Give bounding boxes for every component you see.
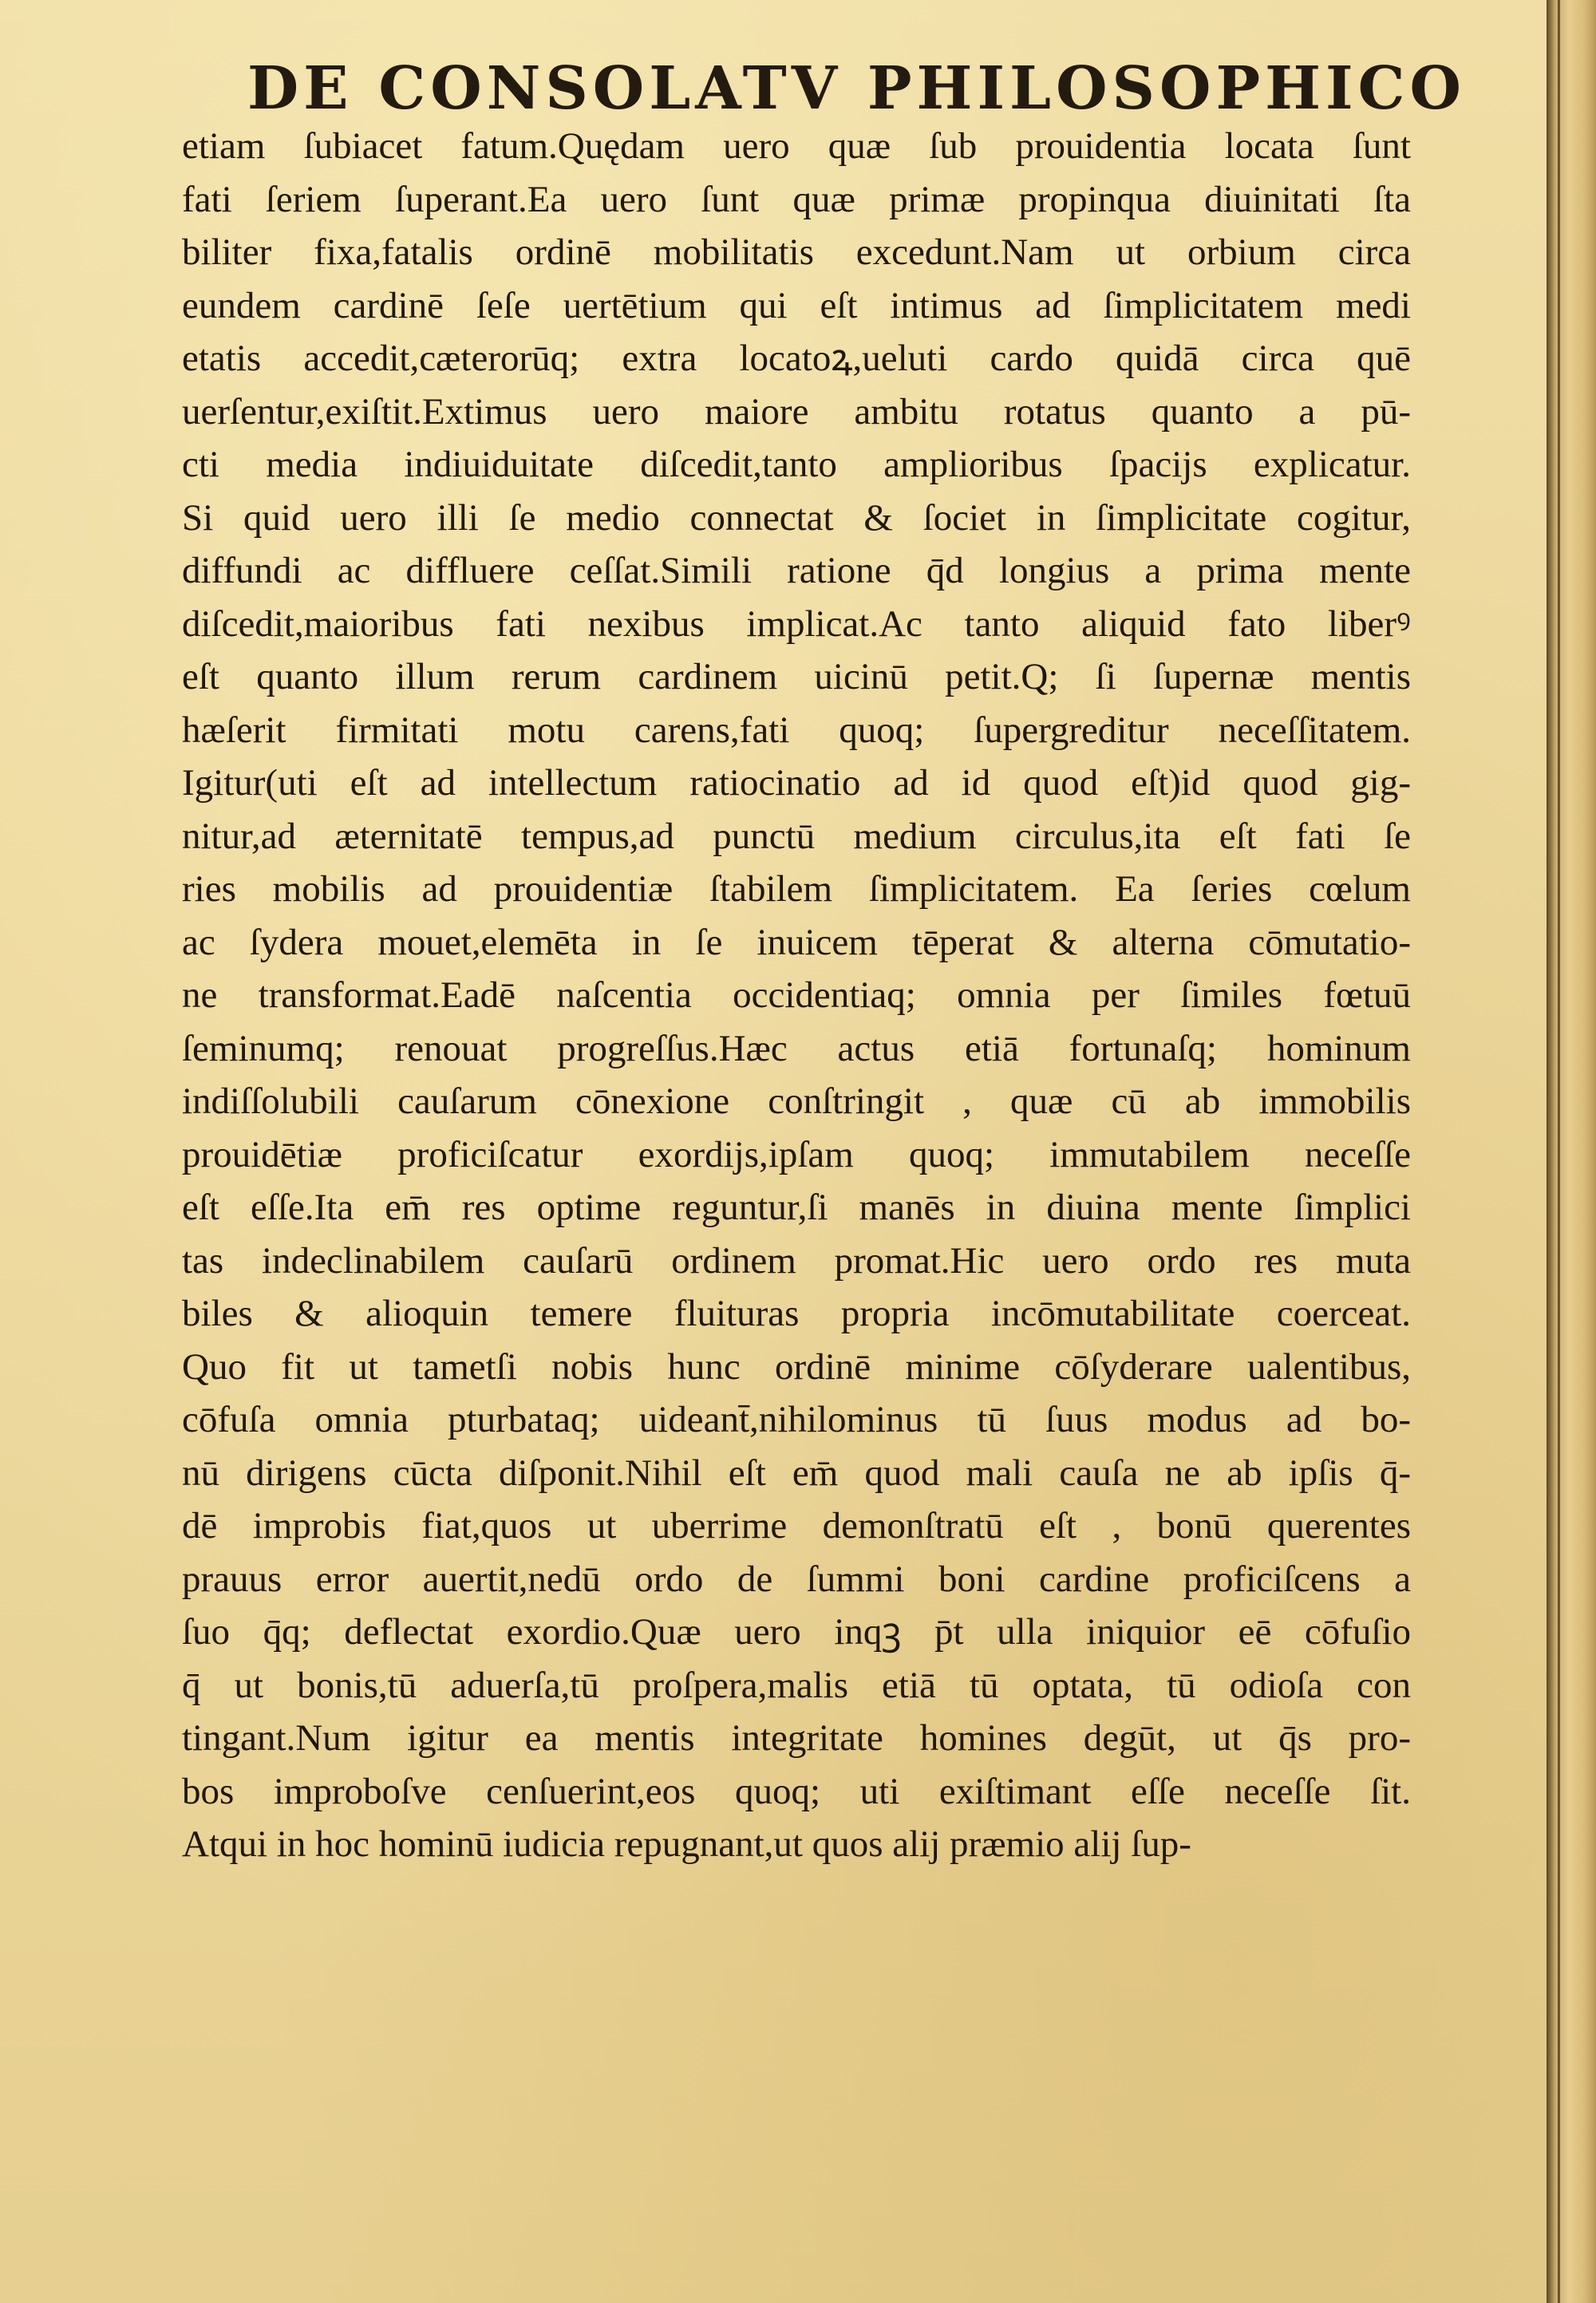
text-line: nū dirigens cūcta diſponit.Nihil eſt em̄ quod mali cauſa ne ab ipſis q̄-	[182, 1452, 1411, 1494]
text-line: eſt eſſe.Ita em̄ res optime reguntur,ſi manēs in diuina mente ſimplici	[182, 1187, 1411, 1228]
text-line: hæſerit firmitati motu carens,fati quoq; ſupergreditur neceſſitatem.	[182, 709, 1411, 751]
text-line: ſuo q̄q; deflectat exordio.Quæ uero inqꝫ p̄t ulla iniquior eē cōfuſio	[182, 1611, 1411, 1653]
text-block	[182, 120, 1411, 1871]
text-line: biles & alioquin temere fluituras propria incōmutabilitate coerceat.	[182, 1293, 1411, 1334]
text-line: prouidētiæ proficiſcatur exordijs,ipſam quoq; immutabilem neceſſe	[182, 1133, 1411, 1175]
text-line: cti media indiuiduitate diſcedit,tanto amplioribus ſpacijs explicatur.	[182, 444, 1411, 485]
text-line: Quo fit ut tametſi nobis hunc ordinē minime cōſyderare ualentibus,	[182, 1345, 1411, 1388]
page-gutter-edge	[1547, 0, 1596, 2303]
text-line: etiam ſubiacet fatum.Quędam uero quæ ſub prouidentia locata ſunt	[182, 125, 1411, 167]
running-head: DE CONSOLATV PHILOSOPHICO	[247, 54, 1466, 123]
text-line: diffundi ac diffluere ceſſat.Simili ratione q̄d longius a prima mente	[182, 550, 1411, 591]
text-line: fati ſeriem ſuperant.Ea uero ſunt quæ primæ propinqua diuinitati ſta	[182, 178, 1411, 220]
text-line: bos improboſve cenſuerint,eos quoq; uti exiſtimant eſſe neceſſe ſit.	[182, 1770, 1411, 1812]
text-line: ſeminumq; renouat progreſſus.Hæc actus etiā fortunaſq; hominum	[182, 1027, 1411, 1069]
text-line: Igitur(uti eſt ad intellectum ratiocinatio ad id quod eſt)id quod gig-	[182, 762, 1411, 804]
text-line: q̄ ut bonis,tū aduerſa,tū proſpera,malis etiā tū optata, tū odioſa con	[182, 1664, 1411, 1706]
text-line: ries mobilis ad prouidentiæ ſtabilem ſimplicitatem. Ea ſeries cœlum	[182, 868, 1411, 910]
text-line: tas indeclinabilem cauſarū ordinem promat.Hic uero ordo res muta	[182, 1239, 1411, 1282]
text-line: ac ſydera mouet,elemēta in ſe inuicem tēperat & alterna cōmutatio-	[182, 921, 1411, 963]
text-line: eundem cardinē ſeſe uertētium qui eſt intimus ad ſimplicitatem medi	[182, 284, 1411, 326]
text-line: diſcedit,maioribus fati nexibus implicat.Ac tanto aliquid fato liberꝰ	[182, 602, 1411, 645]
text-line: biliter fixa,fatalis ordinē mobilitatis excedunt.Nam ut orbium circa	[182, 231, 1411, 273]
text-line: prauus error auertit,nedū ordo de ſummi boni cardine proficiſcens a	[182, 1558, 1411, 1600]
gutter-fold-line	[1558, 0, 1560, 2303]
text-line: Si quid uero illi ſe medio connectat & ſociet in ſimplicitate cogitur,	[182, 496, 1411, 539]
text-line: Atqui in hoc hominū iudicia repugnant,ut quos alij præmio alij ſup-	[182, 1823, 1191, 1865]
text-line: eſt quanto illum rerum cardinem uicinū petit.Q; ſi ſupernæ mentis	[182, 656, 1411, 697]
text-line: nitur,ad æternitatē tempus,ad punctū medium circulus,ita eſt fati ſe	[182, 815, 1411, 857]
text-line: tingant.Num igitur ea mentis integritate homines degūt, ut q̄s pro-	[182, 1717, 1411, 1759]
text-line: uerſentur,exiſtit.Extimus uero maiore ambitu rotatus quanto a pū-	[182, 390, 1411, 433]
text-line: cōfuſa omnia pturbataq; uideant̄,nihilominus tū ſuus modus ad bo-	[182, 1399, 1411, 1440]
text-line: indiſſolubili cauſarum cōnexione conſtringit , quæ cū ab immobilis	[182, 1080, 1411, 1122]
text-line: etatis accedit,cæterorūq; extra locatoꝝ,ueluti cardo quidā circa quē	[182, 338, 1411, 379]
text-line: ne transformat.Eadē naſcentia occidentiaq; omnia per ſimiles fœtuū	[182, 974, 1411, 1016]
text-line: dē improbis fiat,quos ut uberrime demonſtratū eſt , bonū querentes	[182, 1505, 1411, 1547]
